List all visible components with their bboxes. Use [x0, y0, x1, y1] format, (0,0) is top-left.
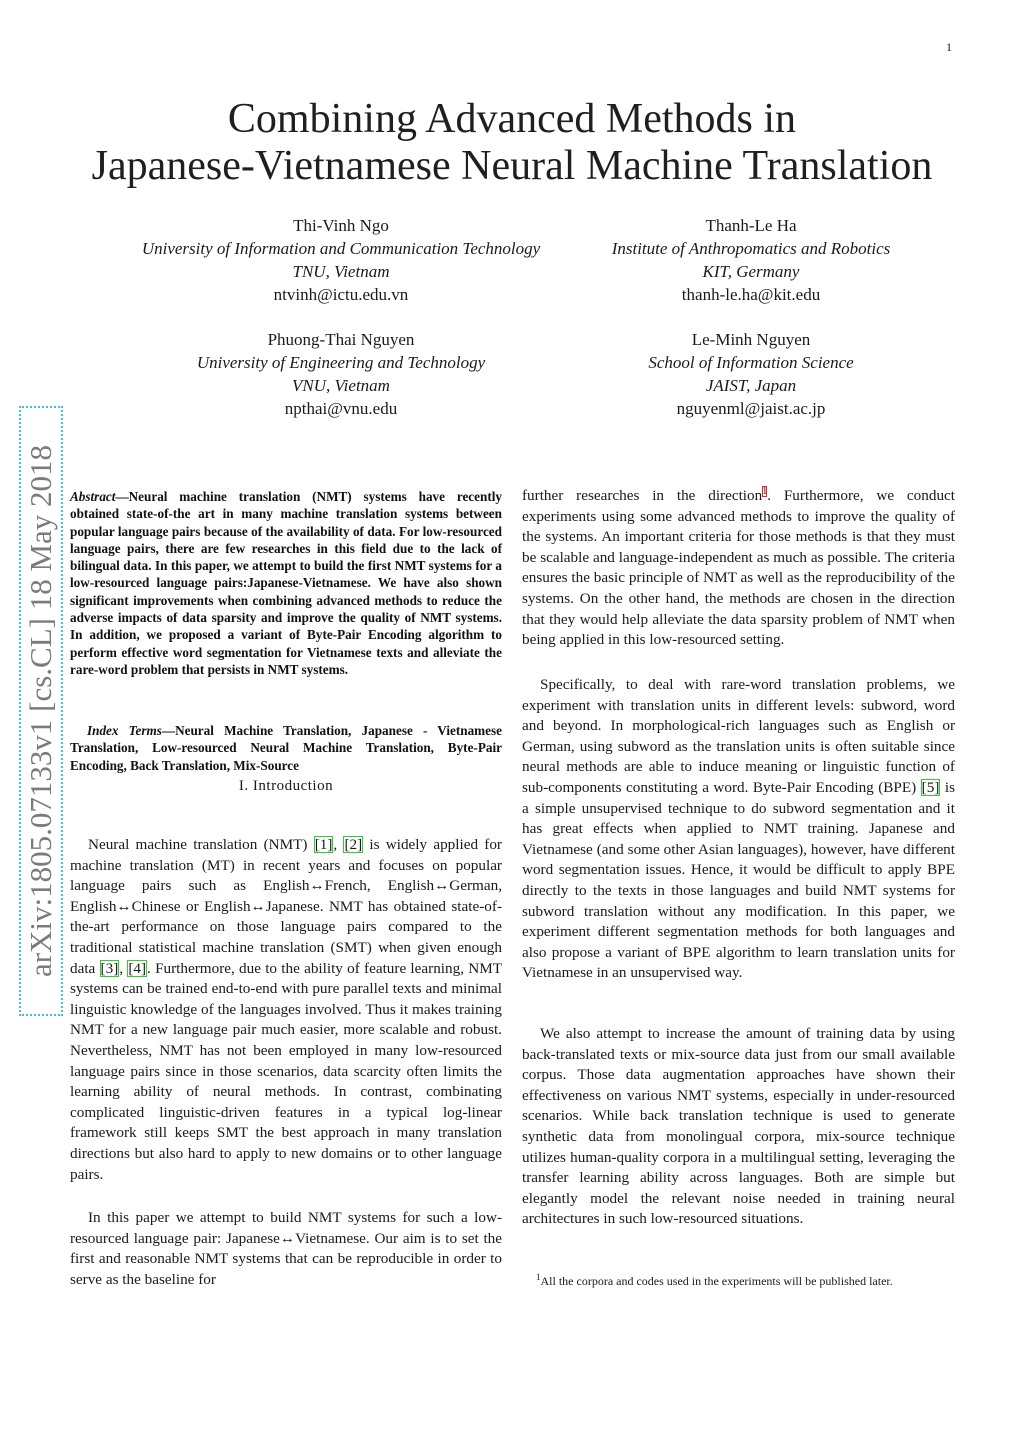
author-email: npthai@vnu.edu	[284, 399, 398, 418]
citation-link[interactable]: [5]	[921, 778, 940, 796]
abstract-label: Abstract	[70, 489, 116, 504]
paragraph	[70, 835, 502, 1185]
author-name: Phuong-Thai Nguyen	[267, 330, 415, 349]
author-location: TNU, Vietnam	[292, 262, 390, 281]
author-location: KIT, Germany	[702, 262, 800, 281]
text-run: ,	[119, 959, 128, 977]
text-run: ,	[333, 836, 344, 853]
paragraph: In this paper we attempt to build NMT systems for such a low-resourced language pair: Japanese↔Vietnamese. Our aim is to set the first and reasonable NMT systems that can be reproducible in order to serve as the baseline for	[70, 1209, 502, 1288]
title-line-1: Combining Advanced Methods in	[227, 96, 797, 142]
text-run: is a simple unsupervised technique to do subword segmentation and it has great effects when applied to NMT training. Japanese and Vietnamese (and some other Asian languages), however, have different word segmentation issues. Hence, it would be difficult to apply BPE directly to the texts in those languages and build NMT systems for subword translation without any modification. In this paper, we experiment different segmentation methods for both languages and also propose a variant of BPE algorithm to learn translation units for Vietnamese in an unsupervised way.	[522, 778, 955, 982]
footnote-link[interactable]: 1	[762, 485, 768, 497]
arxiv-identifier-link[interactable]	[19, 406, 63, 1016]
abstract-text: —Neural machine translation (NMT) systems have recently obtained state-of-the art in many machine translation systems between popular language pairs because of the availability of data. For low-resourced language pairs, there are few researches in this field due to the lack of bilingual data. In this paper, we attempt to build the first NMT systems for a low-resourced language pairs:Japanese-Vietnamese. We have also shown significant improvements when combining advanced methods to reduce the adverse impacts of data sparsity and improve the quality of NMT systems. In addition, we proposed a variant of Byte-Pair Encoding algorithm to perform effective word segmentation for Vietnamese texts and alleviate the rare-word problem that persists in NMT systems.	[70, 489, 502, 677]
author-location: VNU, Vietnam	[292, 376, 390, 395]
citation-link[interactable]: [3]	[100, 959, 119, 977]
citation-link[interactable]: [4]	[128, 959, 147, 977]
index-terms-label: Index Terms	[87, 723, 162, 738]
index-terms	[70, 722, 502, 774]
author-name: Le-Minh Nguyen	[691, 330, 811, 349]
paragraph	[522, 486, 955, 651]
text-run: Specifically, to deal with rare-word translation problems, we experiment with translation units in different levels: subword, word and beyond. In morphological-rich languages such as English or German, using subword as the translation units is often suitable since neural methods are able to induce meaning or linguistic function of sub-components constituting a word. Byte-Pair Encoding (BPE)	[522, 676, 955, 796]
author-name: Thanh-Le Ha	[705, 216, 797, 235]
text-run: . Furthermore, we conduct experiments using some advanced methods to improve the quality of the systems. An important criteria for those methods is that they must be scalable and language-independent as much as possible. The criteria ensures the basic principle of NMT as well as the reproducibility of the systems. On the other hand, the methods are chosen in the direction that they would help alleviate the data sparsity problem of NMT when being applied in this low-resourced setting.	[522, 487, 955, 649]
author-email: thanh-le.ha@kit.edu	[681, 285, 821, 304]
section-heading: I. Introduction	[238, 778, 334, 794]
citation-link[interactable]: [1]	[314, 836, 333, 853]
author-name: Thi-Vinh Ngo	[293, 216, 389, 235]
author-location: JAIST, Japan	[705, 376, 797, 395]
author-affiliation: Institute of Anthropomatics and Robotics	[611, 239, 891, 258]
author-affiliation: University of Engineering and Technology	[196, 353, 486, 372]
text-run: Neural machine translation (NMT)	[88, 836, 314, 853]
footnote-text: All the corpora and codes used in the experiments will be published later.	[540, 1274, 893, 1288]
author-block	[600, 328, 902, 420]
index-terms-text: —Neural Machine Translation, Japanese - Vietnamese Translation, Low-resourced Neural Machine Translation, Byte-Pair Encoding, Back Translation, Mix-Source	[70, 723, 502, 773]
author-block	[580, 214, 922, 306]
arxiv-stamp-text: arXiv:1805.07133v1 [cs.CL] 18 May 2018	[23, 444, 58, 978]
citation-link[interactable]: [2]	[344, 836, 363, 853]
author-affiliation: School of Information Science	[648, 353, 854, 372]
paragraph	[522, 675, 955, 984]
title-line-2: Japanese-Vietnamese Neural Machine Translation	[91, 143, 933, 189]
author-block	[100, 214, 582, 306]
page-number: 1	[946, 40, 952, 54]
abstract	[70, 488, 502, 678]
author-affiliation: University of Information and Communication Technology	[141, 239, 541, 258]
text-run: . Furthermore, due to the ability of feature learning, NMT systems can be trained end-to-end with pure parallel texts and minimal linguistic knowledge of the languages involved. Thus it makes training NMT for a new language pair much easier, more scalable and robust. Nevertheless, NMT has not been employed in many low-resourced language pairs since in those scenarios, data scarcity often limits the learning ability of neural methods. In contrast, combinating complicated linguistic-driven features in a typical log-linear framework still keeps SMT the best approach in many translation directions but also hard to apply to new domains or to other language pairs.	[70, 959, 502, 1183]
text-run: further researches in the direction	[522, 487, 763, 504]
author-email: nguyenml@jaist.ac.jp	[676, 399, 826, 418]
paragraph: We also attempt to increase the amount of training data by using back-translated texts or mix-source data just from our small available corpus. Those data augmentation approaches have shown their effectiveness on various NMT systems, especially in under-resourced scenarios. While back translation technique is used to generate synthetic data from monolingual corpora, mix-source technique utilizes human-quality corpora in a multilingual setting, leveraging the transfer learning ability across languages. Both are simple but elegantly model the relevant noise needed in training neural architectures in such low-resourced situations.	[522, 1025, 955, 1228]
author-block	[160, 328, 522, 420]
text-run: is widely applied for machine translation (MT) in recent years and focuses on popular language pairs such as English↔French, English↔German, English↔Chinese or English↔Japanese. NMT has obtained state-of-the-art performance on those language pairs compared to the traditional statistical machine translation (SMT) when given enough data	[70, 836, 502, 977]
footnote	[522, 1270, 955, 1289]
paper-title	[40, 96, 984, 190]
author-email: ntvinh@ictu.edu.vn	[273, 285, 409, 304]
footnote-mark: 1	[536, 1272, 541, 1282]
